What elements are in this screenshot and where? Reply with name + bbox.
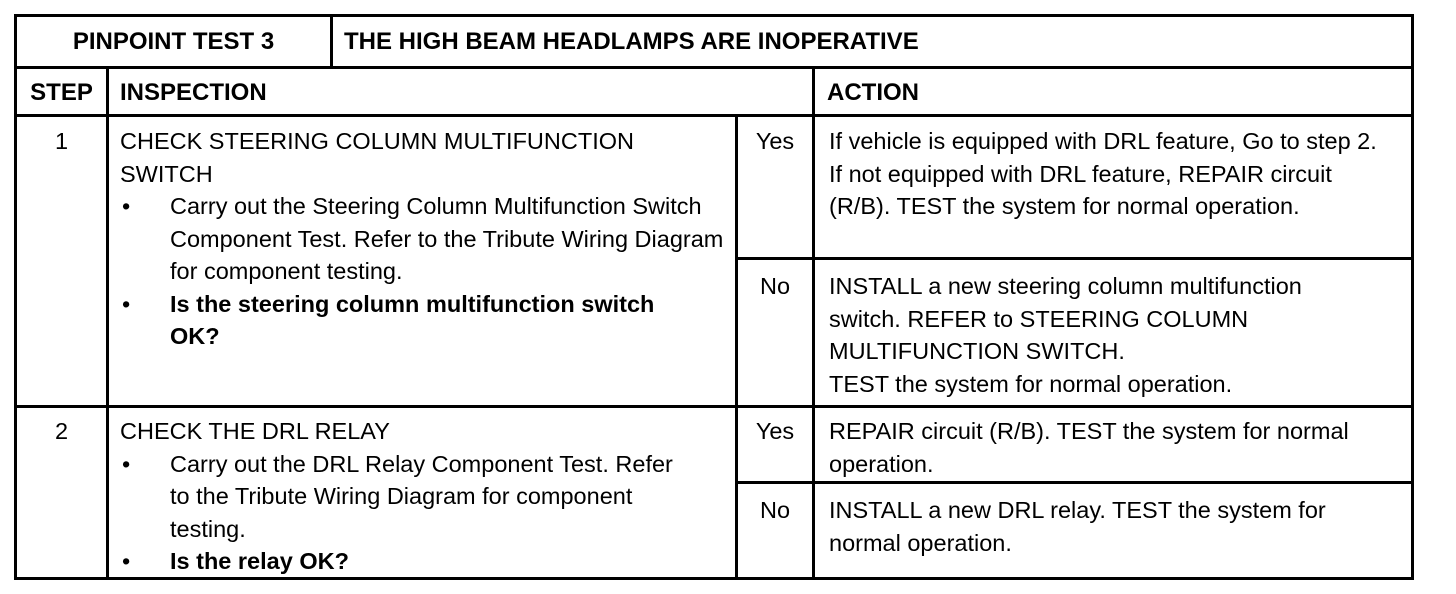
- rule-step1-yes-no: [737, 257, 1411, 260]
- inspection-column-header: INSPECTION: [120, 79, 267, 106]
- bullet-icon: •: [122, 290, 131, 317]
- step2-question: Is the relay OK?: [170, 548, 349, 574]
- step2-instruction-item: [120, 448, 730, 546]
- test-number-label: PINPOINT TEST 3: [72, 28, 275, 55]
- step2-instruction: Carry out the DRL Relay Component Test. Refer to the Tribute Wiring Diagram for component testing.: [170, 450, 673, 542]
- step1-no-action: [829, 270, 1404, 400]
- rule-under-headers: [17, 114, 1411, 117]
- step1-yes-action: If vehicle is equipped with DRL feature, Go to step 2. If not equipped with DRL feature, REPAIR circuit (R/B). TEST the system for normal operation.: [829, 128, 1377, 219]
- step-column-header: STEP: [30, 79, 93, 106]
- test-title: THE HIGH BEAM HEADLAMPS ARE INOPERATIVE: [344, 28, 919, 55]
- step1-question: Is the steering column multifunction switch OK?: [170, 290, 655, 349]
- step2-yes-label: Yes: [755, 418, 795, 444]
- pinpoint-test-table: [14, 14, 1414, 580]
- step2-question-item: [120, 545, 730, 578]
- step1-no-action-test: TEST the system for normal operation.: [829, 370, 1233, 397]
- step2-no-label: No: [759, 497, 791, 523]
- rule-step2-yes-no: [737, 481, 1411, 484]
- rule-between-steps: [17, 405, 1411, 408]
- bullet-icon: •: [122, 450, 131, 477]
- step2-inspection-title: CHECK THE DRL RELAY: [120, 418, 390, 444]
- rule-step-column: [106, 66, 109, 577]
- step2-inspection: [120, 415, 730, 578]
- step1-question-item: [120, 288, 730, 353]
- rule-action-column: [812, 66, 815, 577]
- step1-inspection-title: CHECK STEERING COLUMN MULTIFUNCTION SWITCH: [120, 128, 634, 187]
- rule-title-divider: [330, 17, 333, 66]
- step1-instruction: Carry out the Steering Column Multifunction Switch Component Test. Refer to the Tribute Wiring Diagram for component testing.: [170, 193, 724, 284]
- step-number: 2: [54, 418, 69, 444]
- step1-no-action-install: INSTALL a new steering column multifunction switch. REFER to STEERING COLUMN MULTIFUNCTION SWITCH.: [829, 273, 1302, 364]
- action-column-header: ACTION: [827, 79, 919, 106]
- step1-no-label: No: [759, 273, 791, 299]
- rule-under-title: [17, 66, 1411, 69]
- bullet-icon: •: [122, 193, 131, 219]
- step1-yes-label: Yes: [755, 128, 795, 154]
- step1-inspection: [120, 125, 730, 353]
- step-number: 1: [54, 128, 69, 154]
- bullet-icon: •: [122, 548, 131, 574]
- step1-instruction-item: [120, 190, 730, 288]
- step2-yes-action: REPAIR circuit (R/B). TEST the system for normal operation.: [829, 418, 1349, 477]
- step2-no-action: INSTALL a new DRL relay. TEST the system for normal operation.: [829, 497, 1326, 556]
